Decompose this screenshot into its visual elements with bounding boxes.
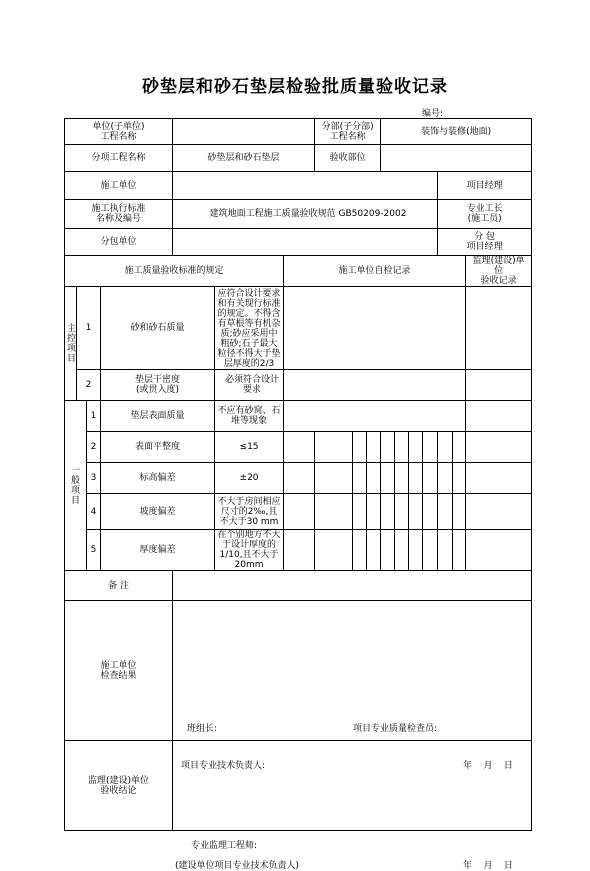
measurement-cell[interactable] <box>453 530 466 571</box>
measurement-cell[interactable] <box>367 530 381 571</box>
construction-result-label: 施工单位 检查结果 <box>65 601 173 741</box>
measurement-cell[interactable] <box>423 530 438 571</box>
item-number: 2 <box>87 432 101 463</box>
owner-tech-lead-label: (建设单位项目专业技术负责人) <box>175 860 300 871</box>
sub-manager-label: 分 包 项目经理 <box>438 229 532 256</box>
item-number: 4 <box>87 494 101 530</box>
measurement-cell[interactable] <box>395 463 409 494</box>
measurement-cell[interactable] <box>381 530 395 571</box>
item-name: 坡度偏差 <box>101 494 215 530</box>
measurement-cell[interactable] <box>381 432 395 463</box>
item-name: 表面平整度 <box>101 432 215 463</box>
measurement-cell[interactable] <box>438 432 453 463</box>
measurement-cell[interactable] <box>381 494 395 530</box>
subcontractor-label: 分包单位 <box>65 229 173 256</box>
supervisor-cell[interactable] <box>466 401 532 432</box>
measurement-cell[interactable] <box>315 530 353 571</box>
supervision-result-label: 监理(建设)单位 验收结论 <box>65 741 173 831</box>
date-label: 年 月 日 <box>463 760 513 771</box>
team-leader-label: 班组长: <box>187 723 218 734</box>
measurement-cell[interactable] <box>284 530 315 571</box>
measurement-cell[interactable] <box>284 432 315 463</box>
item-name: 砂和砂石质量 <box>101 287 215 370</box>
supervisor-cell[interactable] <box>466 370 532 401</box>
unit-name-value[interactable] <box>173 119 315 145</box>
self-check-cell[interactable] <box>284 370 466 401</box>
item-spec: ≤15 <box>215 432 284 463</box>
acceptance-part-value[interactable] <box>381 145 532 172</box>
tech-lead-label: 项目专业技术负责人: <box>181 760 266 771</box>
measurement-cell[interactable] <box>367 432 381 463</box>
measurement-cell[interactable] <box>367 463 381 494</box>
item-spec: ±20 <box>215 463 284 494</box>
general-items-label: 一 般 项 目 <box>65 401 87 571</box>
item-name: 垫层干密度 (或贯入度) <box>101 370 215 401</box>
project-manager-label: 项目经理 <box>438 172 532 200</box>
measurement-cell[interactable] <box>353 432 367 463</box>
construction-unit-value[interactable] <box>173 172 438 200</box>
supervisor-cell[interactable] <box>466 432 532 463</box>
supervisor-cell[interactable] <box>466 530 532 571</box>
construction-unit-label: 施工单位 <box>65 172 173 200</box>
main-control-label: 主 控 项 目 <box>65 287 77 401</box>
item-name-value[interactable]: 砂垫层和砂石垫层 <box>173 145 315 172</box>
construction-result-area[interactable] <box>173 601 532 771</box>
measurement-cell[interactable] <box>409 494 423 530</box>
item-number: 3 <box>87 463 101 494</box>
measurement-cell[interactable] <box>423 463 438 494</box>
measurement-cell[interactable] <box>409 530 423 571</box>
measurement-cell[interactable] <box>395 432 409 463</box>
supervisor-cell[interactable] <box>466 494 532 530</box>
spec-column-header: 施工质量验收标准的规定 <box>65 256 284 287</box>
measurement-cell[interactable] <box>315 494 353 530</box>
measurement-cell[interactable] <box>438 463 453 494</box>
measurement-cell[interactable] <box>353 530 367 571</box>
item-spec: 必须符合设计要求 <box>215 370 284 401</box>
acceptance-part-label: 验收部位 <box>315 145 381 172</box>
supervising-engineer-label: 专业监理工程师: <box>191 840 258 851</box>
foreman-label: 专业工长 (施工员) <box>438 200 532 229</box>
supervisor-column-header: 监理(建设)单位 验收记录 <box>466 256 532 287</box>
item-spec: 不应有砂窝、石堆等现象 <box>215 401 284 432</box>
measurement-cell[interactable] <box>423 494 438 530</box>
measurement-cell[interactable] <box>284 463 315 494</box>
item-name: 垫层表面质量 <box>101 401 215 432</box>
item-name: 标高偏差 <box>101 463 215 494</box>
page-title: 砂垫层和砂石垫层检验批质量验收记录 <box>142 77 448 97</box>
item-number: 2 <box>77 370 101 401</box>
standard-value[interactable]: 建筑地面工程施工质量验收规范 GB50209-2002 <box>173 200 438 229</box>
remarks-label: 备 注 <box>65 571 173 601</box>
quality-inspector-label: 项目专业质量检查员: <box>353 723 438 734</box>
supervisor-cell[interactable] <box>466 463 532 494</box>
measurement-cell[interactable] <box>367 494 381 530</box>
measurement-cell[interactable] <box>438 494 453 530</box>
measurement-cell[interactable] <box>353 463 367 494</box>
division-name-label: 分部(子分部) 工程名称 <box>315 119 381 145</box>
unit-name-label: 单位(子单位) 工程名称 <box>65 119 173 145</box>
item-number: 1 <box>77 287 101 370</box>
measurement-cell[interactable] <box>453 432 466 463</box>
measurement-cell[interactable] <box>315 432 353 463</box>
item-number: 1 <box>87 401 101 432</box>
self-check-cell[interactable] <box>284 401 466 432</box>
measurement-cell[interactable] <box>395 530 409 571</box>
measurement-cell[interactable] <box>381 463 395 494</box>
self-check-cell[interactable] <box>284 287 466 370</box>
subcontractor-value[interactable] <box>173 229 438 256</box>
supervision-result-area[interactable] <box>173 741 532 871</box>
measurement-cell[interactable] <box>409 463 423 494</box>
date-label: 年 月 日 <box>463 860 513 871</box>
item-number: 5 <box>87 530 101 571</box>
item-spec: 不大于房间相应尺寸的2‰,且不大于30 mm <box>215 494 284 530</box>
measurement-cell[interactable] <box>395 494 409 530</box>
standard-label: 施工执行标准 名称及编号 <box>65 200 173 229</box>
item-spec: 应符合设计要求和有关现行标准的规定。不得含有草根等有机杂质;砂应采用中粗砂;石子最大粒径不得大于垫层厚度的2/3 <box>215 287 284 370</box>
item-spec: 在个别地方不大于设计厚度的1/10,且不大于20mm <box>215 530 284 571</box>
measurement-cell[interactable] <box>453 463 466 494</box>
measurement-cell[interactable] <box>438 530 453 571</box>
measurement-cell[interactable] <box>409 432 423 463</box>
measurement-cell[interactable] <box>353 494 367 530</box>
measurement-cell[interactable] <box>284 494 315 530</box>
remarks-value[interactable] <box>173 571 532 601</box>
self-check-column-header: 施工单位自检记录 <box>284 256 466 287</box>
code-label: 编号: <box>422 109 444 119</box>
division-name-value[interactable]: 装饰与装修(地面) <box>381 119 532 145</box>
measurement-cell[interactable] <box>423 432 438 463</box>
measurement-cell[interactable] <box>453 494 466 530</box>
item-name: 厚度偏差 <box>101 530 215 571</box>
item-name-label: 分项工程名称 <box>65 145 173 172</box>
inspection-form <box>64 118 532 871</box>
measurement-cell[interactable] <box>315 463 353 494</box>
supervisor-cell[interactable] <box>466 287 532 370</box>
